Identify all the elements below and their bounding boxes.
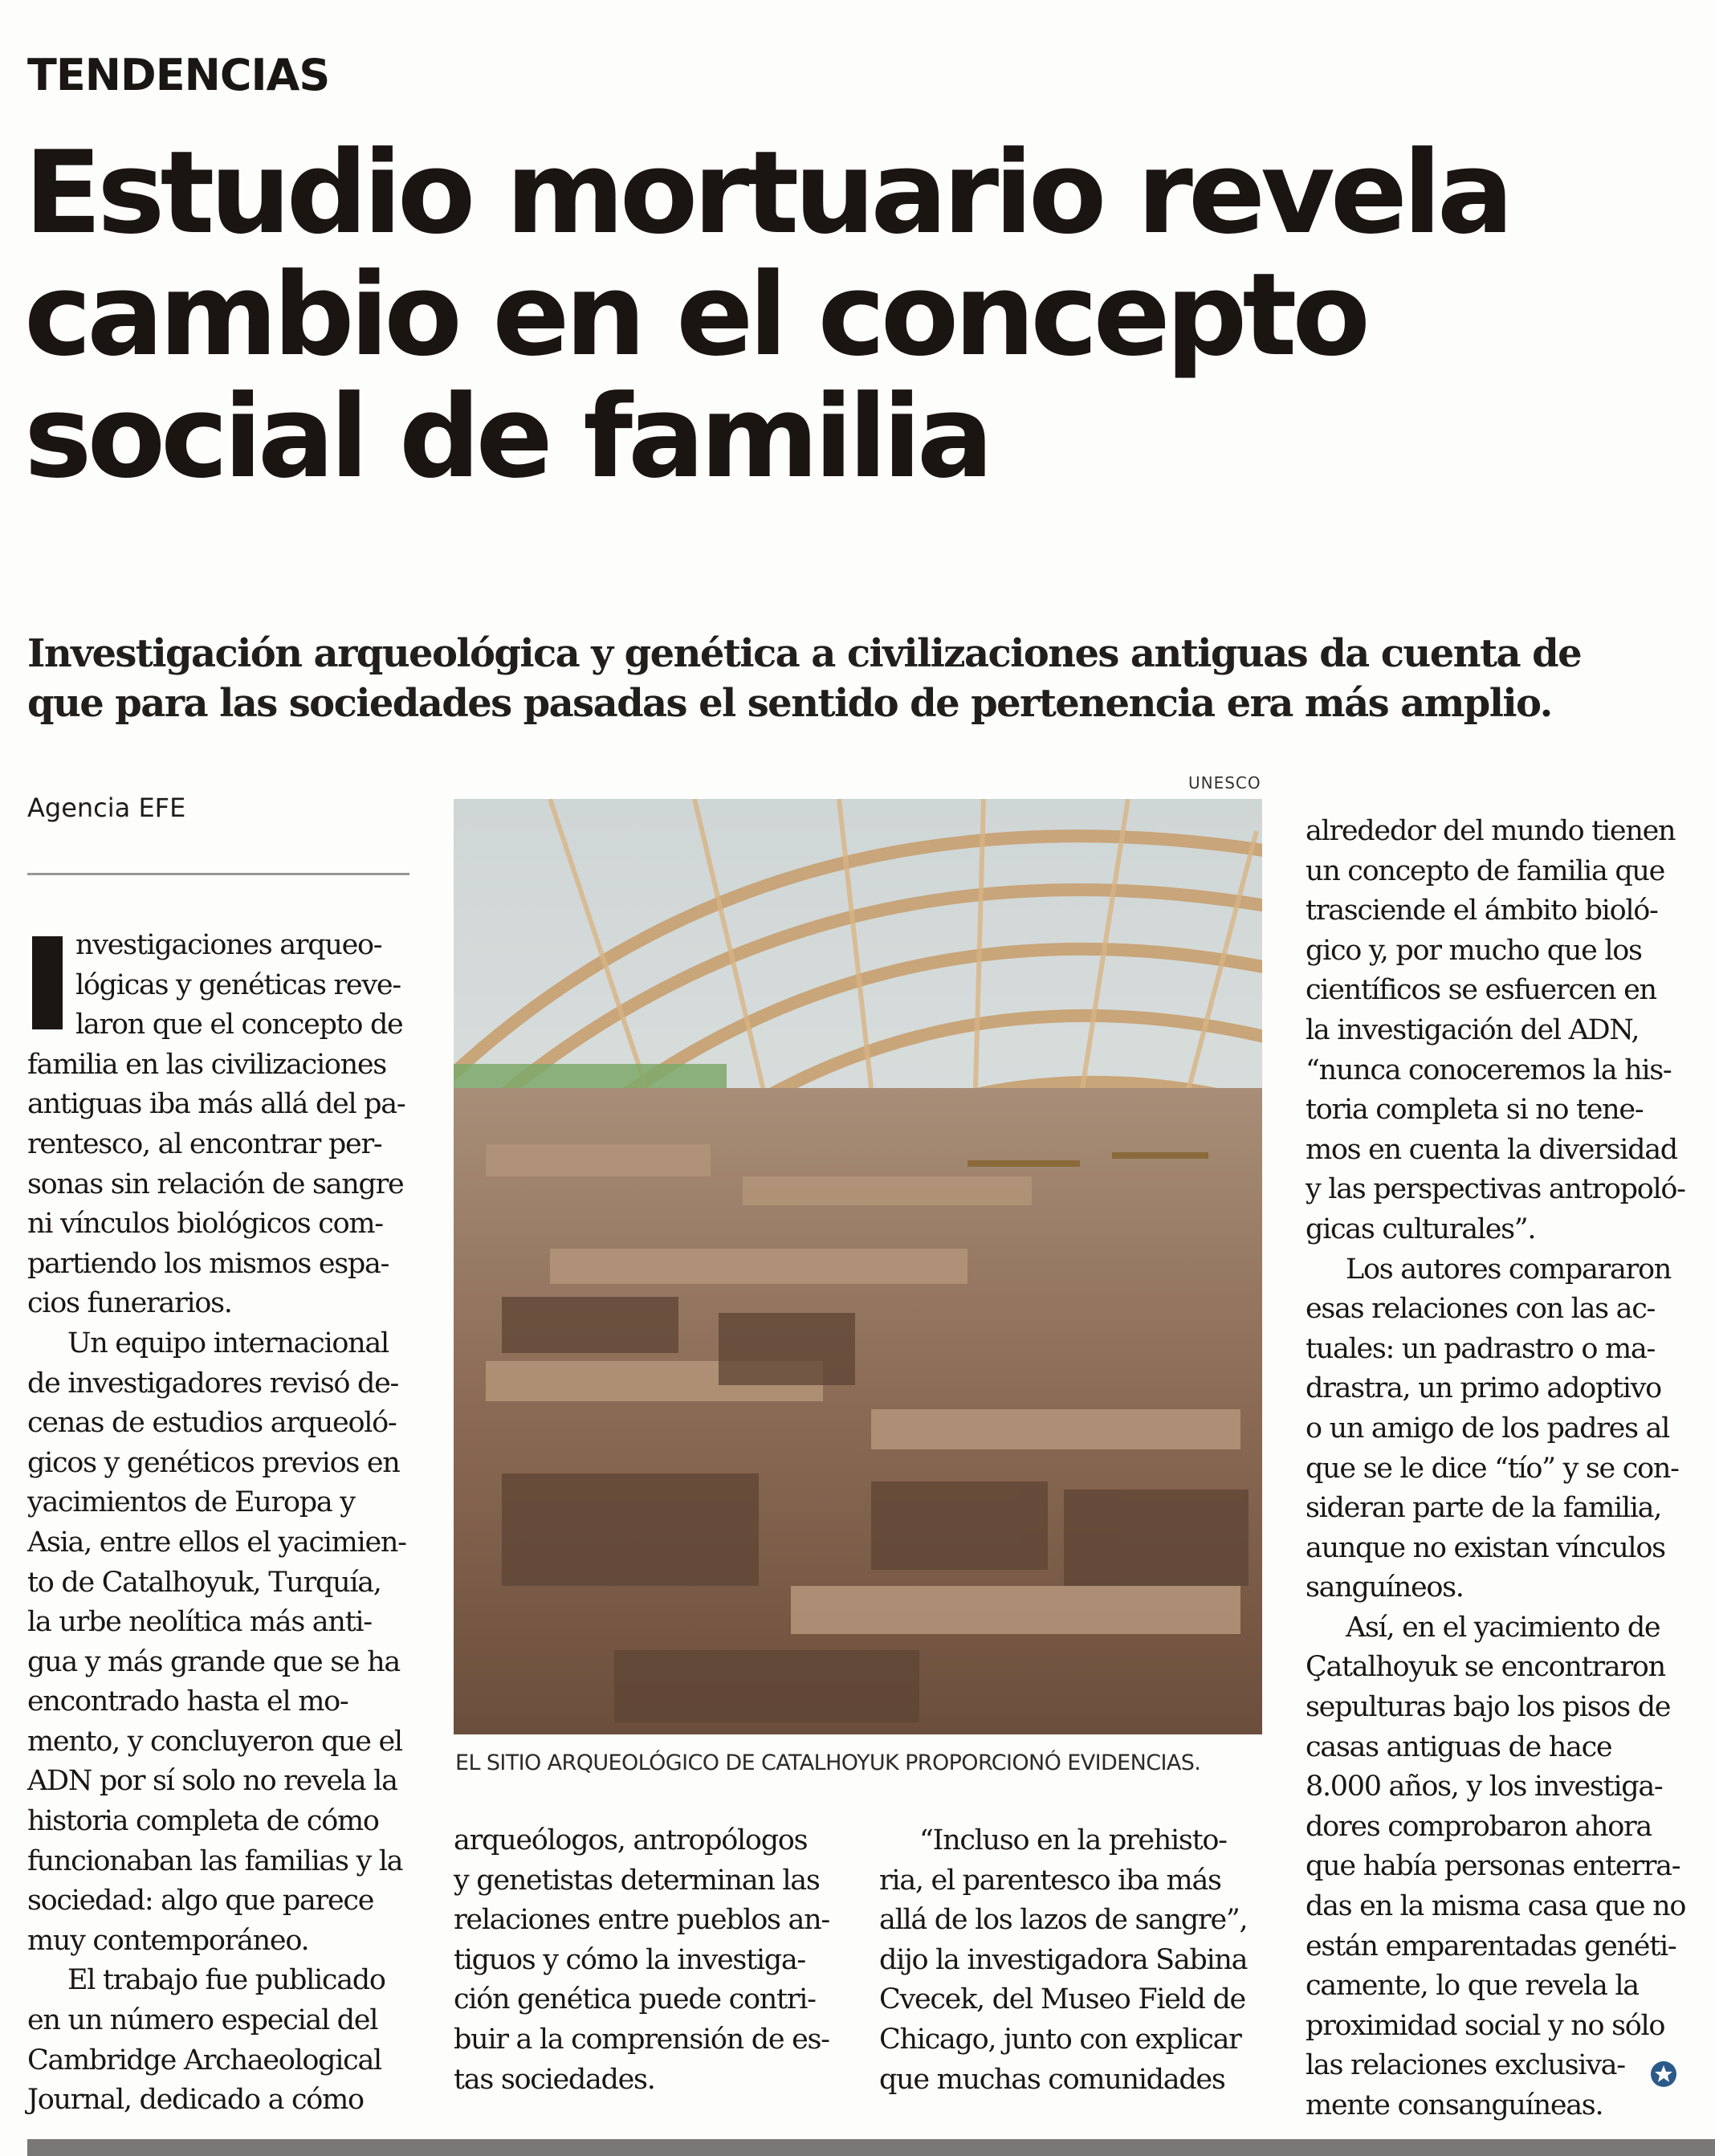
text-line: de investigadores revisó de- <box>27 1367 399 1400</box>
text-line: cenas de estudios arqueoló- <box>27 1407 397 1440</box>
excavation-photo <box>454 799 1262 1734</box>
text-line: dijo la investigadora Sabina <box>879 1943 1248 1976</box>
text-line: encontrado hasta el mo- <box>27 1685 348 1718</box>
text-line: Cvecek, del Museo Field de <box>879 1983 1245 2016</box>
text-line: sanguíneos. <box>1306 1571 1464 1604</box>
text-line: Asia, entre ellos el yacimien- <box>27 1526 406 1559</box>
text-line: ni vínculos biológicos com- <box>27 1208 383 1241</box>
text-line: mento, y concluyeron que el <box>27 1725 402 1758</box>
text-line: trasciende el ámbito bioló- <box>1306 895 1658 927</box>
text-line: la urbe neolítica más anti- <box>27 1606 372 1639</box>
text-line: ria, el parentesco iba más <box>879 1864 1221 1897</box>
text-line: 8.000 años, y los investiga- <box>1306 1771 1663 1803</box>
text-line: “nunca conoceremos la his- <box>1306 1054 1672 1086</box>
photo-caption: EL SITIO ARQUEOLÓGICO DE CATALHOYUK PROPORCIONÓ EVIDENCIAS. <box>455 1750 1201 1775</box>
text-line: allá de los lazos de sangre”, <box>879 1904 1248 1937</box>
text-line: historia completa de cómo <box>27 1805 379 1838</box>
text-line: casas antiguas de hace <box>1306 1730 1612 1763</box>
text-line: muy contemporáneo. <box>27 1924 309 1957</box>
text-line: tuales: un padrastro o ma- <box>1306 1332 1655 1365</box>
text-line: toria completa si no tene- <box>1306 1094 1644 1127</box>
text-line: Así, en el yacimiento de <box>1346 1611 1660 1644</box>
text-line: Çatalhoyuk se encontraron <box>1306 1651 1665 1684</box>
text-line: tiguos y cómo la investiga- <box>454 1943 805 1976</box>
text-line: las relaciones exclusiva- <box>1306 2049 1625 2082</box>
text-line: están emparentadas genéti- <box>1306 1930 1676 1962</box>
text-line: la investigación del ADN, <box>1306 1013 1640 1046</box>
article-column-1 <box>27 926 411 2121</box>
text-line: ción genética puede contri- <box>454 1983 816 2016</box>
text-line: que se le dice “tío” y se con- <box>1306 1452 1679 1485</box>
text-line: y genetistas determinan las <box>454 1864 820 1897</box>
text-line: mos en cuenta la diversidad <box>1306 1133 1677 1166</box>
text-line: relaciones entre pueblos an- <box>454 1904 829 1937</box>
text-line: aunque no existan vínculos <box>1306 1531 1665 1564</box>
article-column-3 <box>879 1821 1263 2100</box>
headline-line: cambio en el concepto <box>24 249 1366 381</box>
text-line: sonas sin relación de sangre <box>27 1168 404 1200</box>
deck <box>27 629 1689 728</box>
text-line: alrededor del mundo tienen <box>1306 815 1676 847</box>
text-line: El trabajo fue publicado <box>67 1964 385 1997</box>
text-line: sociedad: algo que parece <box>27 1885 374 1918</box>
text-line: gua y más grande que se ha <box>27 1645 400 1678</box>
text-line: funcionaban las familias y la <box>27 1844 403 1877</box>
text-line: yacimientos de Europa y <box>27 1486 355 1519</box>
end-of-article-icon <box>1649 2060 1678 2089</box>
text-line: Chicago, junto con explicar <box>879 2023 1241 2056</box>
headline-line: Estudio mortuario revela <box>24 127 1509 259</box>
text-line: dores comprobaron ahora <box>1306 1810 1652 1843</box>
text-line: cios funerarios. <box>27 1287 232 1320</box>
byline: Agencia EFE <box>27 793 186 823</box>
deck-line: Investigación arqueológica y genética a civilizaciones antiguas da cuenta de <box>27 631 1582 676</box>
text-line: Journal, dedicado a cómo <box>27 2084 364 2117</box>
text-line: arqueólogos, antropólogos <box>454 1824 808 1856</box>
photo-credit: UNESCO <box>1188 773 1261 793</box>
text-line: buir a la comprensión de es- <box>454 2023 829 2056</box>
text-line: lógicas y genéticas reve- <box>75 968 401 1001</box>
text-line: sideran parte de la familia, <box>1306 1492 1662 1525</box>
text-line: gico y, por mucho que los <box>1306 934 1642 967</box>
text-line: partiendo los mismos espa- <box>27 1247 389 1280</box>
text-line: mente consanguíneas. <box>1306 2089 1603 2121</box>
text-line: esas relaciones con las ac- <box>1306 1293 1656 1326</box>
text-line: proximidad social y no sólo <box>1306 2009 1665 2042</box>
text-line: un concepto de familia que <box>1306 854 1665 887</box>
article-column-4 <box>1306 812 1689 2126</box>
text-line: que muchas comunidades <box>879 2063 1225 2096</box>
text-line: “Incluso en la prehisto- <box>919 1824 1227 1856</box>
text-line: Cambridge Archaeological <box>27 2044 381 2077</box>
text-line: tas sociedades. <box>454 2063 655 2096</box>
text-line: y las perspectivas antropoló- <box>1306 1173 1685 1206</box>
text-line: o un amigo de los padres al <box>1306 1412 1670 1445</box>
headline <box>24 127 1694 503</box>
text-line: gicas culturales”. <box>1306 1212 1536 1245</box>
text-line: drastra, un primo adoptivo <box>1306 1372 1661 1405</box>
text-line: familia en las civilizaciones <box>27 1048 386 1081</box>
text-line: to de Catalhoyuk, Turquía, <box>27 1566 381 1599</box>
deck-line: que para las sociedades pasadas el sentido de pertenencia era más amplio. <box>27 681 1552 726</box>
text-line: camente, lo que revela la <box>1306 1970 1639 2003</box>
text-line: das en la misma casa que no <box>1306 1890 1686 1923</box>
text-line: sepulturas bajo los pisos de <box>1306 1691 1671 1724</box>
section-label: TENDENCIAS <box>27 50 330 100</box>
byline-divider <box>27 873 409 875</box>
text-line: ADN por sí solo no revela la <box>27 1765 397 1798</box>
text-line: nvestigaciones arqueo- <box>75 929 382 961</box>
text-line: que había personas enterra- <box>1306 1850 1680 1883</box>
text-line: científicos se esfuercen en <box>1306 974 1656 1007</box>
text-line: gicos y genéticos previos en <box>27 1446 400 1479</box>
text-line: en un número especial del <box>27 2004 378 2037</box>
page-bottom-bar <box>27 2139 1715 2156</box>
text-line: laron que el concepto de <box>75 1009 403 1041</box>
text-line: Un equipo internacional <box>67 1327 389 1359</box>
article-column-2 <box>454 1821 837 2100</box>
headline-line: social de familia <box>24 371 989 503</box>
text-line: Los autores compararon <box>1346 1253 1671 1286</box>
text-line: antiguas iba más allá del pa- <box>27 1088 405 1121</box>
text-line: rentesco, al encontrar per- <box>27 1127 382 1160</box>
